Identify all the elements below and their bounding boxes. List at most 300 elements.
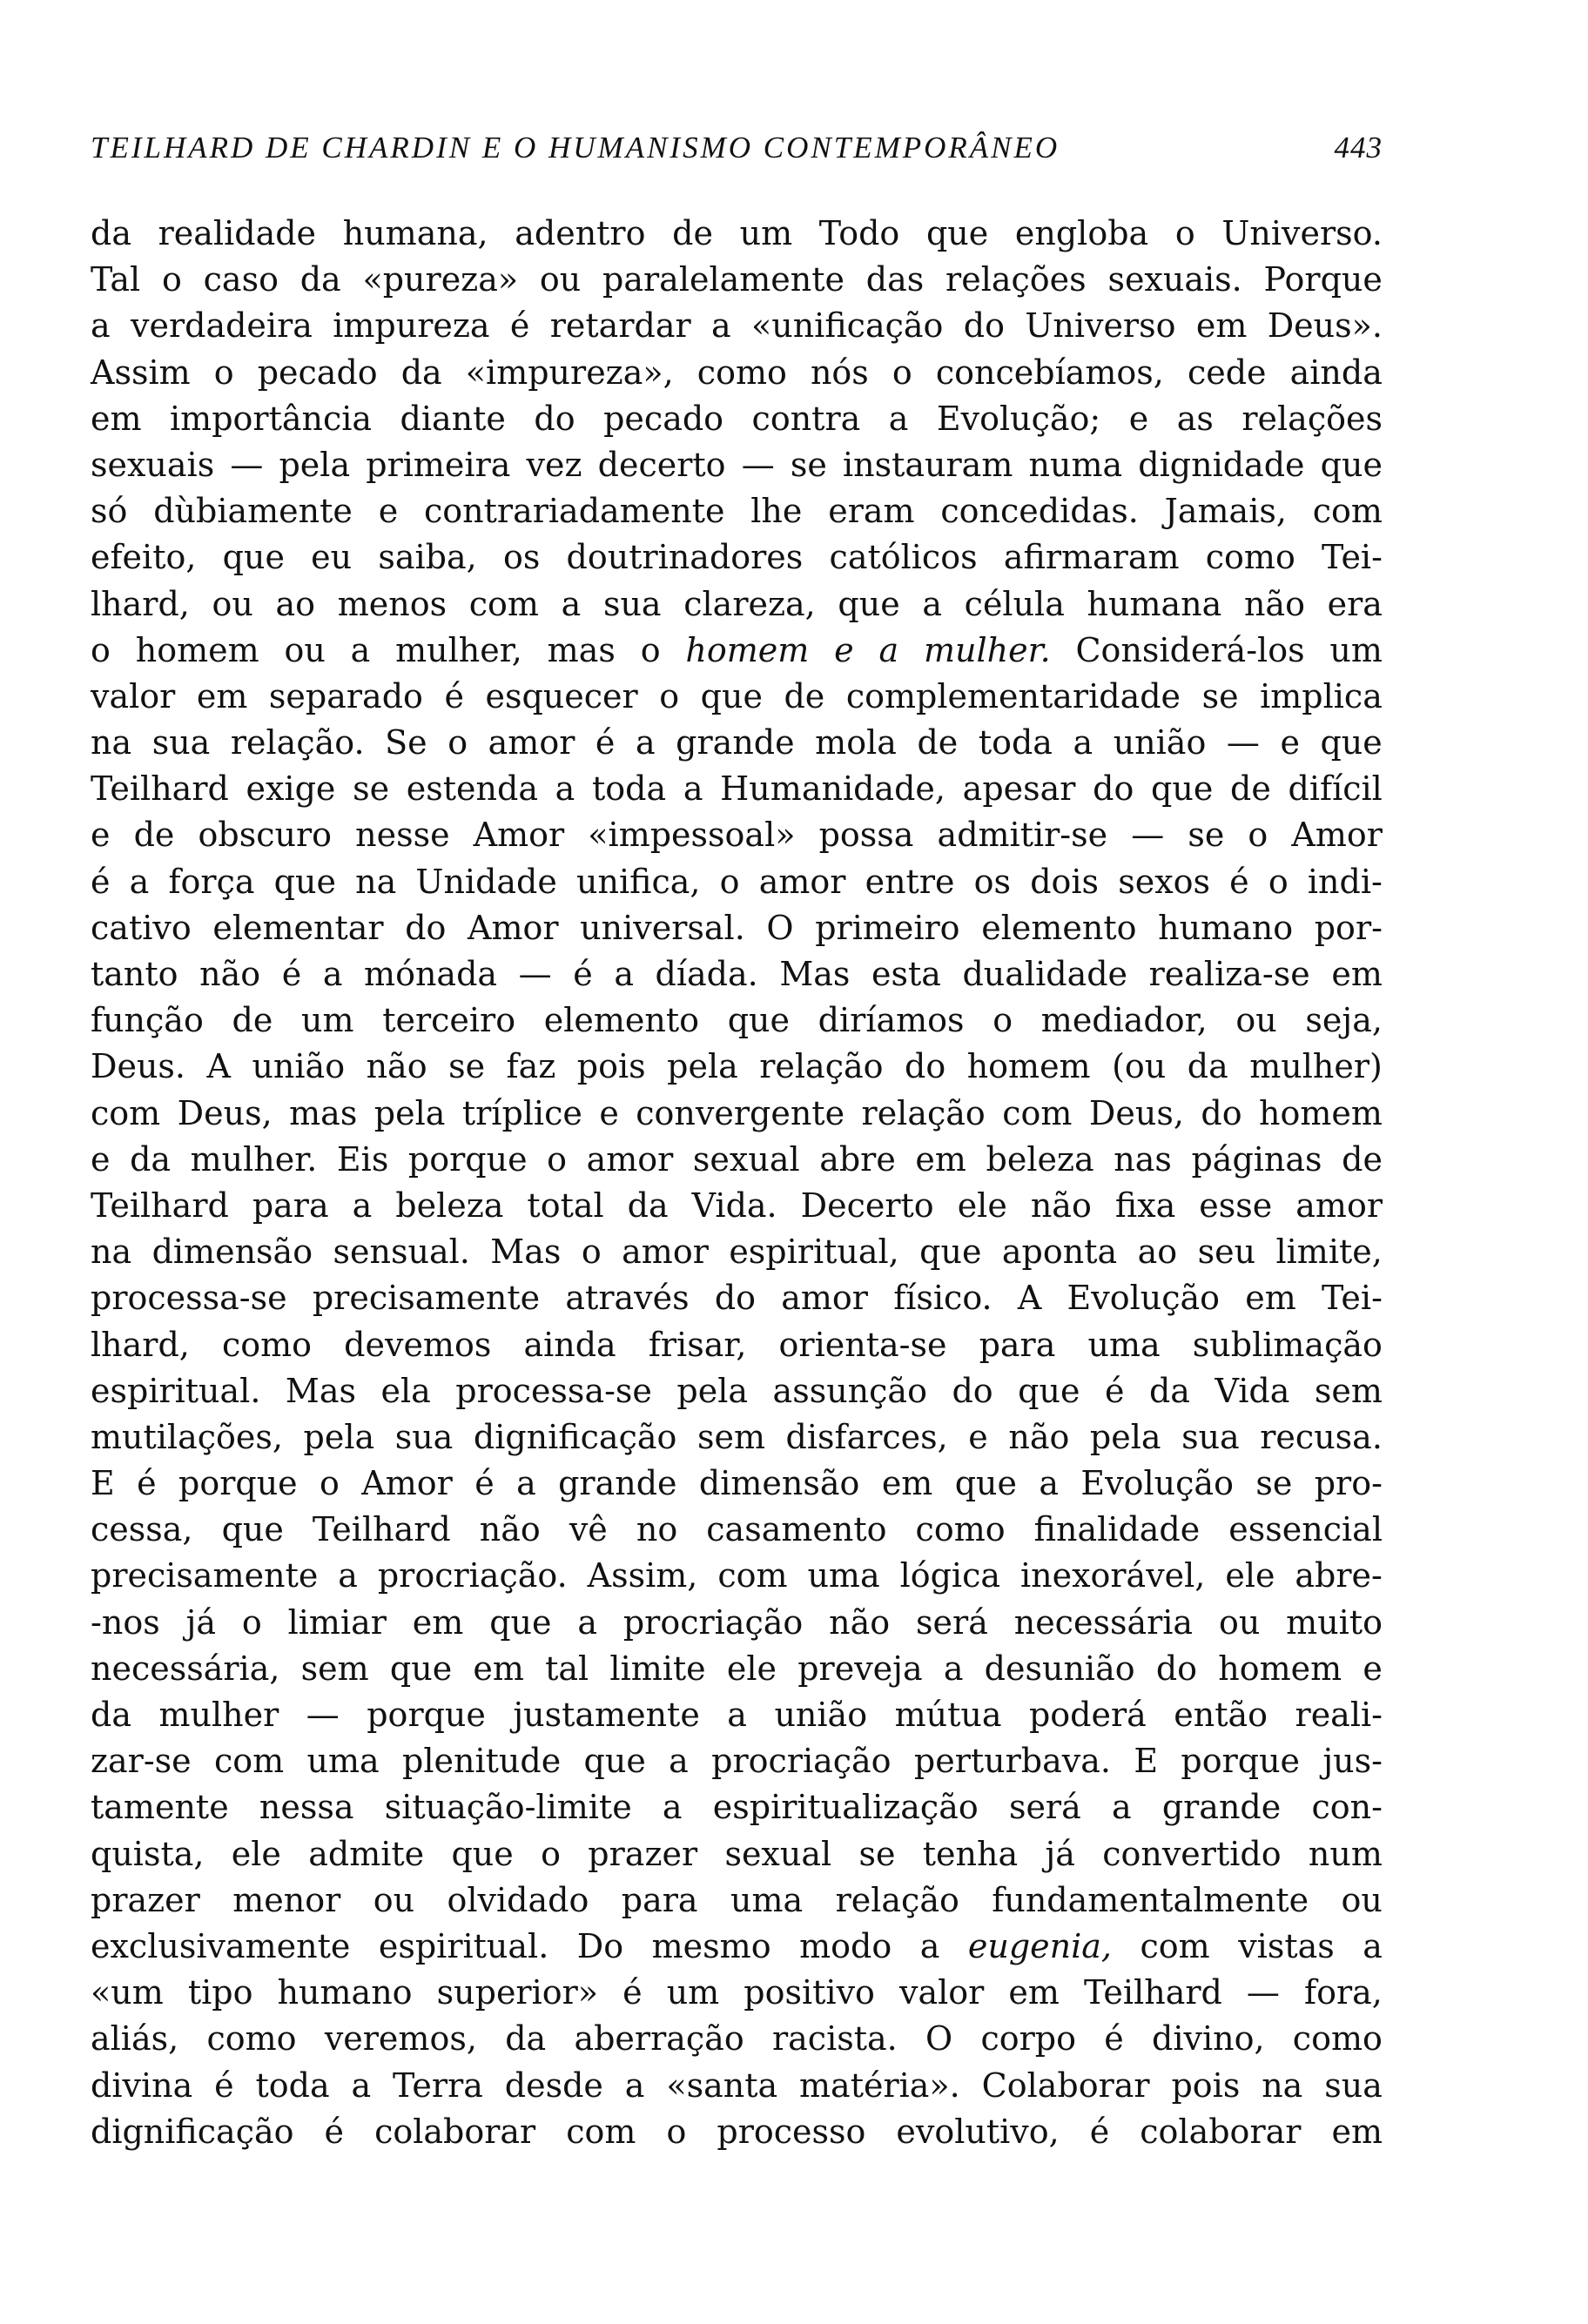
word: não <box>829 1602 891 1642</box>
word: porque <box>1181 1742 1301 1781</box>
word: não <box>366 1047 427 1086</box>
word: entre <box>865 862 955 901</box>
word: precisamente <box>312 1279 541 1318</box>
word: não <box>479 1510 541 1549</box>
word: mulher. <box>923 630 1051 669</box>
word: tal <box>545 1649 589 1688</box>
word: lhard, <box>91 584 190 623</box>
word: de <box>784 676 825 715</box>
text-line <box>91 1229 1383 1275</box>
word: a <box>888 399 909 438</box>
word: então <box>1174 1696 1268 1734</box>
word: com <box>91 1093 161 1132</box>
word: superior» <box>436 1973 599 2012</box>
word: ela <box>380 1371 431 1410</box>
text-line <box>91 396 1383 442</box>
word: que <box>925 214 989 252</box>
word: a <box>624 2065 645 2105</box>
word: tamente <box>91 1788 229 1827</box>
word: Amor <box>473 816 565 855</box>
word: de <box>672 214 713 252</box>
word: com <box>1140 1926 1210 1965</box>
word: mútua <box>894 1696 1002 1734</box>
word: eu <box>311 538 353 577</box>
word: mulher, <box>395 630 522 669</box>
word: a <box>1363 1926 1383 1965</box>
word: «um <box>91 1973 164 2012</box>
word: da <box>505 2019 547 2059</box>
word: e <box>1128 399 1149 438</box>
word: se <box>858 1834 896 1873</box>
word: Mas <box>490 1233 562 1272</box>
word: o <box>447 723 468 762</box>
word: Assim <box>91 353 191 392</box>
word: limite, <box>1275 1233 1383 1272</box>
word: a <box>662 1788 683 1827</box>
word: homem <box>135 630 259 669</box>
word: racista. <box>771 2019 898 2059</box>
word: fora, <box>1304 1973 1383 2012</box>
word: cativo <box>91 908 192 947</box>
word: a <box>878 630 899 669</box>
word: é <box>324 2112 345 2151</box>
word: ainda <box>523 1325 616 1364</box>
word: (ou <box>1112 1047 1167 1086</box>
text-line <box>91 1877 1383 1924</box>
word: ou <box>1341 1880 1383 1919</box>
word: um <box>301 1001 354 1040</box>
word: do <box>714 1279 757 1318</box>
word: união <box>774 1696 868 1734</box>
word: espiritualização <box>712 1788 979 1827</box>
word: que <box>389 1649 453 1688</box>
word: do <box>1155 1649 1198 1688</box>
word: indi- <box>1307 862 1383 901</box>
word: e <box>834 630 854 669</box>
word: colaborar <box>1140 2112 1302 2151</box>
word: ainda <box>1289 353 1383 392</box>
word: -nos <box>91 1602 160 1642</box>
word: elementar <box>212 908 384 947</box>
word: O <box>766 908 794 947</box>
word: ou <box>1235 1001 1277 1040</box>
word: fundamentalmente <box>992 1880 1309 1919</box>
word: matéria». <box>799 2065 960 2105</box>
word: doutrinadores <box>566 538 804 577</box>
word: con- <box>1311 1788 1383 1827</box>
word: se <box>1255 1464 1293 1503</box>
word: é <box>91 862 111 901</box>
word: sem <box>696 1417 765 1456</box>
word: que <box>583 1742 646 1781</box>
word: convertido <box>1102 1834 1282 1873</box>
word: sua <box>1181 1417 1240 1456</box>
word: pois <box>576 1047 646 1086</box>
word: que <box>273 862 336 901</box>
word: Considerá-los <box>1075 630 1305 669</box>
word: o <box>666 2112 687 2151</box>
word: total <box>527 1186 604 1225</box>
word: a <box>561 584 582 623</box>
word: como <box>1205 538 1295 577</box>
word: sensual. <box>333 1233 470 1272</box>
word: é <box>214 2065 234 2105</box>
word: dois <box>1030 862 1100 901</box>
word: unifica, <box>576 862 701 901</box>
word: lógica <box>899 1556 1001 1595</box>
word: Tei- <box>1322 538 1383 577</box>
word: jus- <box>1322 1742 1383 1781</box>
word: Porque <box>1263 260 1383 299</box>
word: dignificação <box>91 2112 294 2151</box>
word: que <box>727 1001 790 1040</box>
word: Amor <box>361 1464 453 1503</box>
word: valor <box>899 1973 985 2012</box>
word: menor <box>232 1880 341 1919</box>
word: que <box>954 1464 1018 1503</box>
word: a <box>683 769 703 809</box>
word: numa <box>1028 445 1123 484</box>
word: sua <box>1324 2065 1383 2105</box>
word: justamente <box>513 1696 700 1734</box>
word: admite <box>308 1834 425 1873</box>
word: Decerto <box>800 1186 934 1225</box>
word: devemos <box>344 1325 492 1364</box>
word: uma <box>1087 1325 1161 1364</box>
word: homem <box>685 630 810 669</box>
word: Colaborar <box>981 2065 1150 2105</box>
word: relação <box>861 1093 986 1132</box>
word: a <box>669 1742 689 1781</box>
word: casamento <box>706 1510 887 1549</box>
word: instauram <box>842 445 1013 484</box>
word: na <box>1262 2065 1303 2105</box>
text-line <box>91 720 1383 766</box>
word: e <box>378 492 399 531</box>
word: sua <box>151 723 211 762</box>
word: que <box>451 1834 514 1873</box>
word: limiar <box>287 1602 387 1642</box>
word: a <box>919 1926 940 1965</box>
word: mutilações, <box>91 1417 283 1456</box>
word: em <box>915 1139 966 1179</box>
text-line <box>91 951 1383 997</box>
word: Vida <box>1215 1371 1290 1410</box>
word: uma <box>807 1556 880 1595</box>
text-line <box>91 534 1383 581</box>
word: grande <box>1161 1788 1282 1827</box>
word: a <box>352 1186 373 1225</box>
word: pecado <box>603 399 724 438</box>
word: vê <box>569 1510 608 1549</box>
word: contra <box>751 399 861 438</box>
word: o <box>640 630 661 669</box>
word: num <box>1308 1834 1383 1873</box>
text-line <box>91 1553 1383 1599</box>
text-line <box>91 1970 1383 2016</box>
word: «impureza», <box>465 353 674 392</box>
word: em <box>1195 306 1248 346</box>
word: estenda <box>406 769 538 809</box>
word: mónada <box>364 955 498 993</box>
word: implica <box>1260 676 1383 715</box>
word: da <box>91 214 131 252</box>
word: procriação <box>711 1742 892 1781</box>
text-line <box>91 1600 1383 1646</box>
word: pois <box>1171 2065 1241 2105</box>
word: a <box>516 1464 536 1503</box>
word: união <box>1113 723 1207 762</box>
word: sua <box>394 1417 454 1456</box>
word: já <box>1045 1834 1075 1873</box>
word: o <box>161 260 182 299</box>
word: com <box>468 584 539 623</box>
word: da <box>627 1186 669 1225</box>
text-line <box>91 1461 1383 1507</box>
word: sublimação <box>1192 1325 1383 1364</box>
word: toda <box>978 723 1053 762</box>
word: espiritual. <box>91 1371 261 1410</box>
word: a <box>614 955 634 993</box>
word: sexuais <box>91 445 215 484</box>
word: se <box>448 1047 486 1086</box>
word: afirmaram <box>1003 538 1180 577</box>
word: perturbava. <box>913 1742 1111 1781</box>
word: a <box>635 723 656 762</box>
word: ou <box>212 584 253 623</box>
word: dignidade <box>1138 445 1305 484</box>
word: da <box>299 260 341 299</box>
word: um <box>666 1973 720 2012</box>
word: não <box>1030 1186 1092 1225</box>
word: caso <box>203 260 279 299</box>
word: Mas <box>779 955 851 993</box>
word: E <box>1134 1742 1159 1781</box>
word: na <box>91 1233 132 1272</box>
word: zar-se <box>91 1742 192 1781</box>
word: como <box>221 1325 313 1364</box>
text-line <box>91 1044 1383 1090</box>
word: Terra <box>393 2065 483 2105</box>
word: o <box>241 1602 262 1642</box>
word: será <box>916 1602 988 1642</box>
word: que <box>489 1602 552 1642</box>
word: sem <box>300 1649 369 1688</box>
word: católicos <box>829 538 978 577</box>
word: modo <box>799 1926 892 1965</box>
word: Deus, <box>177 1093 273 1132</box>
word: reali- <box>1295 1696 1383 1734</box>
word: Vida. <box>691 1186 777 1225</box>
word: amor <box>622 1233 709 1272</box>
word: assunção <box>772 1371 927 1410</box>
word: desunião <box>984 1649 1135 1688</box>
text-line <box>91 628 1383 674</box>
word: de <box>1230 769 1271 809</box>
word: em <box>412 1602 464 1642</box>
word: o <box>213 353 234 392</box>
word: relação. <box>230 723 365 762</box>
word: valor <box>91 676 176 715</box>
word: homem <box>966 1047 1091 1086</box>
word: apesar <box>962 769 1076 809</box>
word: universal. <box>580 908 745 947</box>
word: só <box>91 492 128 531</box>
word: se <box>353 769 390 809</box>
word: espiritual, <box>729 1233 899 1272</box>
word: mas <box>289 1093 358 1132</box>
word: com <box>1312 492 1383 531</box>
word: faz <box>506 1047 556 1086</box>
word: mulher. <box>190 1139 318 1179</box>
word: nas <box>1114 1139 1172 1179</box>
word: primeiro <box>815 908 960 947</box>
word: um <box>1329 630 1383 669</box>
word: pela <box>303 1417 375 1456</box>
word: Mas <box>285 1371 356 1410</box>
word: pro- <box>1314 1464 1383 1503</box>
text-line <box>91 1646 1383 1692</box>
word: nós <box>810 353 869 392</box>
word: importância <box>170 399 373 438</box>
word: a <box>338 1556 358 1595</box>
word: do <box>405 908 447 947</box>
word: espiritual. <box>378 1926 549 1965</box>
text-line <box>91 1692 1383 1738</box>
word: na <box>355 862 397 901</box>
word: em <box>1245 1279 1296 1318</box>
word: tríplice <box>461 1093 582 1132</box>
word: procriação <box>622 1602 804 1642</box>
word: função <box>91 1001 204 1040</box>
text-line <box>91 2016 1383 2062</box>
word: grande <box>676 723 795 762</box>
word: o <box>992 1001 1013 1040</box>
word: é <box>444 676 464 715</box>
word: do <box>963 306 1005 346</box>
word: força <box>168 862 255 901</box>
word: para <box>621 1880 698 1919</box>
word: sua <box>602 584 662 623</box>
text-line <box>91 1368 1383 1414</box>
text-line <box>91 1322 1383 1368</box>
text-line <box>91 1784 1383 1830</box>
word: tipo <box>187 1973 253 2012</box>
word: processa-se <box>455 1371 652 1410</box>
word: não <box>199 955 261 993</box>
word: de <box>232 1001 273 1040</box>
word: amor <box>488 723 575 762</box>
text-line <box>91 442 1383 488</box>
word: é <box>1104 2019 1124 2059</box>
word: a <box>1073 723 1093 762</box>
word: ou <box>539 260 582 299</box>
word: orienta-se <box>778 1325 947 1364</box>
word: necessária <box>1013 1602 1194 1642</box>
word: a <box>1111 1788 1132 1827</box>
word: ele <box>957 1186 1007 1225</box>
word: mola <box>815 723 897 762</box>
word: prazer <box>588 1834 698 1873</box>
word: positivo <box>744 1973 875 2012</box>
text-line <box>91 905 1383 951</box>
word: necessária, <box>91 1649 280 1688</box>
word: e <box>968 1417 988 1456</box>
word: relações <box>945 260 1087 299</box>
word: a <box>555 769 575 809</box>
word: paralelamente <box>602 260 845 299</box>
word: em <box>881 1464 933 1503</box>
word: Tal <box>91 260 141 299</box>
word: preveja <box>797 1649 923 1688</box>
word: ao <box>1137 1233 1178 1272</box>
word: é <box>1089 2112 1110 2151</box>
word: em <box>1331 955 1383 993</box>
word: como <box>915 1510 1006 1549</box>
word: realidade <box>158 214 317 252</box>
word: — <box>1226 723 1260 762</box>
word: dimensão <box>698 1464 860 1503</box>
word: o <box>581 1233 602 1272</box>
word: A <box>1017 1279 1042 1318</box>
word: — <box>306 1696 340 1734</box>
word: páginas <box>1191 1139 1322 1179</box>
word: corpo <box>980 2019 1076 2059</box>
word: pela <box>1089 1417 1161 1456</box>
word: o <box>1268 862 1289 901</box>
word: Eis <box>336 1139 389 1179</box>
word: Amor <box>468 908 559 947</box>
word: frisar, <box>648 1325 747 1364</box>
word: aberração <box>574 2019 744 2059</box>
running-title: TEILHARD DE CHARDIN E O HUMANISMO CONTEMPORÂNEO <box>91 131 1060 165</box>
word: eugenia, <box>967 1926 1112 1965</box>
word: as <box>1176 399 1214 438</box>
word: Se <box>385 723 427 762</box>
word: esse <box>1199 1186 1273 1225</box>
word: uma <box>730 1880 804 1919</box>
word: Unidade <box>415 862 557 901</box>
word: das <box>865 260 925 299</box>
word: mulher <box>158 1696 279 1734</box>
word: veremos, <box>324 2019 477 2059</box>
word: com <box>214 1742 285 1781</box>
word: através <box>565 1279 690 1318</box>
word: divino, <box>1152 2019 1265 2059</box>
word: prazer <box>91 1880 200 1919</box>
text-line <box>91 1137 1383 1183</box>
word: — <box>230 445 264 484</box>
word: a <box>577 1602 597 1642</box>
word: admitir-se <box>937 816 1108 855</box>
word: «unificação <box>750 306 944 346</box>
word: olvidado <box>447 1880 589 1919</box>
page-number: 443 <box>1334 131 1383 165</box>
word: da <box>91 1696 131 1734</box>
word: homem <box>1218 1649 1342 1688</box>
word: realiza-se <box>1148 955 1310 993</box>
word: porque <box>367 1696 486 1734</box>
word: não <box>1243 584 1305 623</box>
word: elemento <box>543 1001 700 1040</box>
word: ele <box>726 1649 777 1688</box>
word: da <box>130 1139 172 1179</box>
word: «impessoal» <box>588 816 796 855</box>
word: e <box>91 816 111 855</box>
word: saiba, <box>378 538 477 577</box>
word: Deus, <box>1088 1093 1184 1132</box>
word: primeira <box>366 445 511 484</box>
